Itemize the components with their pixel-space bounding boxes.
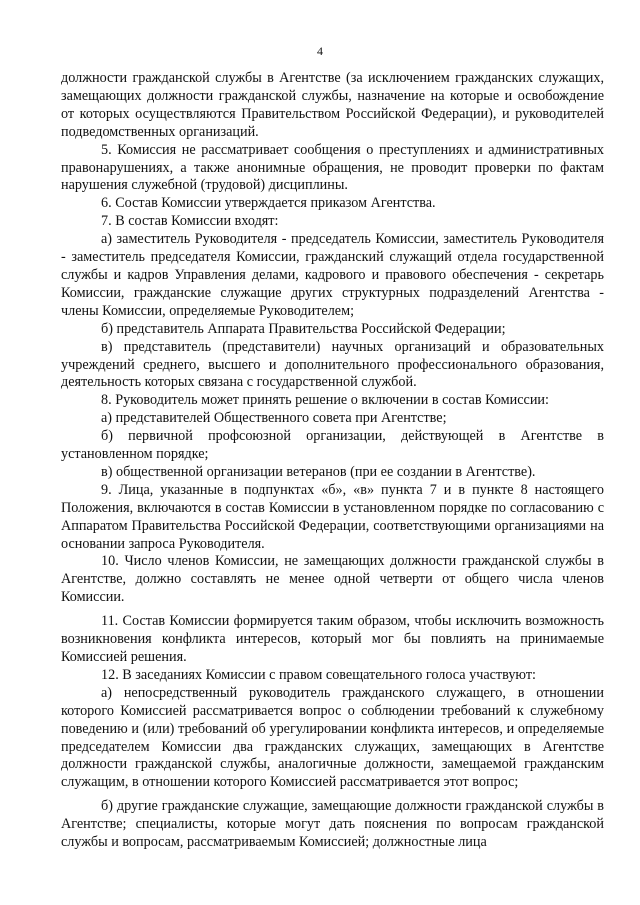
paragraph-item-8v: в) общественной организации ветеранов (при ее создании в Агентстве). xyxy=(101,463,536,480)
paragraph-item-7b: б) представитель Аппарата Правительства Российской Федерации; xyxy=(101,320,506,337)
paragraph-item-9: 9. Лица, указанные в подпунктах «б», «в» пункта 7 и в пункте 8 настоящего Положения, включаются в состав Комиссии в установленном порядке по согласованию с Аппаратом Правительства Российской Федерации, соответствующими организациями на основании запроса Руководителя. xyxy=(61,481,604,552)
paragraph-item-12b: б) другие гражданские служащие, замещающие должности гражданской службы в Агентстве; специалисты, которые могут дать пояснения по вопросам гражданской службы и вопросам, рассматриваемым Комиссией; должностные лица xyxy=(61,798,604,851)
paragraph-item-8b: б) первичной профсоюзной организации, действующей в Агентстве в установленном порядке; xyxy=(61,428,604,463)
document-body xyxy=(61,70,604,852)
paragraph-item-7a: а) заместитель Руководителя - председатель Комиссии, заместитель Руководителя - заместитель председателя Комиссии, гражданский служащий отдела государственной службы и кадров Управления делами, кадрового и правового обеспечения - секретарь Комиссии, гражданские служащие других структурных подразделений Агентства - члены Комиссии, определяемые Руководителем; xyxy=(61,231,604,319)
paragraph-item-11: 11. Состав Комиссии формируется таким образом, чтобы исключить возможность возникновения конфликта интересов, который мог бы повлиять на принимаемые Комиссией решения. xyxy=(61,613,604,665)
page-number: 4 xyxy=(317,44,323,58)
paragraph-item-12: 12. В заседаниях Комиссии с правом совещательного голоса участвуют: xyxy=(101,666,536,683)
paragraph-item-10: 10. Число членов Комиссии, не замещающих должности гражданской службы в Агентстве, должно составлять не менее одной четверти от общего числа членов Комиссии. xyxy=(61,553,604,606)
paragraph-item-8: 8. Руководитель может принять решение о включении в состав Комиссии: xyxy=(101,392,549,409)
paragraph-item-6: 6. Состав Комиссии утверждается приказом Агентства. xyxy=(101,195,436,212)
paragraph-item-12a: а) непосредственный руководитель гражданского служащего, в отношении которого Комиссией рассматривается вопрос о соблюдении требований к служебному поведению и (или) требований об урегулировании конфликта интересов, и определяемые председателем Комиссии два гражданских служащих, замещающих в Агентстве должности гражданской службы, аналогичные должности, замещаемой гражданским служащим, в отношении которого Комиссией рассматривается этот вопрос; xyxy=(61,684,604,791)
paragraph-item-5: 5. Комиссия не рассматривает сообщения о преступлениях и административных правонарушениях, а также анонимные обращения, не проводит проверки по фактам нарушения служебной (трудовой) дисциплины. xyxy=(61,141,604,194)
paragraph-item-8a: а) представителей Общественного совета при Агентстве; xyxy=(101,410,447,427)
paragraph-item-7: 7. В состав Комиссии входят: xyxy=(101,213,279,230)
paragraph-item-7v: в) представитель (представители) научных организаций и образовательных учреждений среднего, высшего и дополнительного профессионального образования, деятельность которых связана с государственной службой. xyxy=(61,338,604,391)
paragraph-continuation: должности гражданской службы в Агентстве (за исключением гражданских служащих, замещающих должности гражданской службы, назначение на которые и освобождение от которых осуществляются Правительством Российской Федерации), и руководителей подведомственных организаций. xyxy=(61,70,604,140)
